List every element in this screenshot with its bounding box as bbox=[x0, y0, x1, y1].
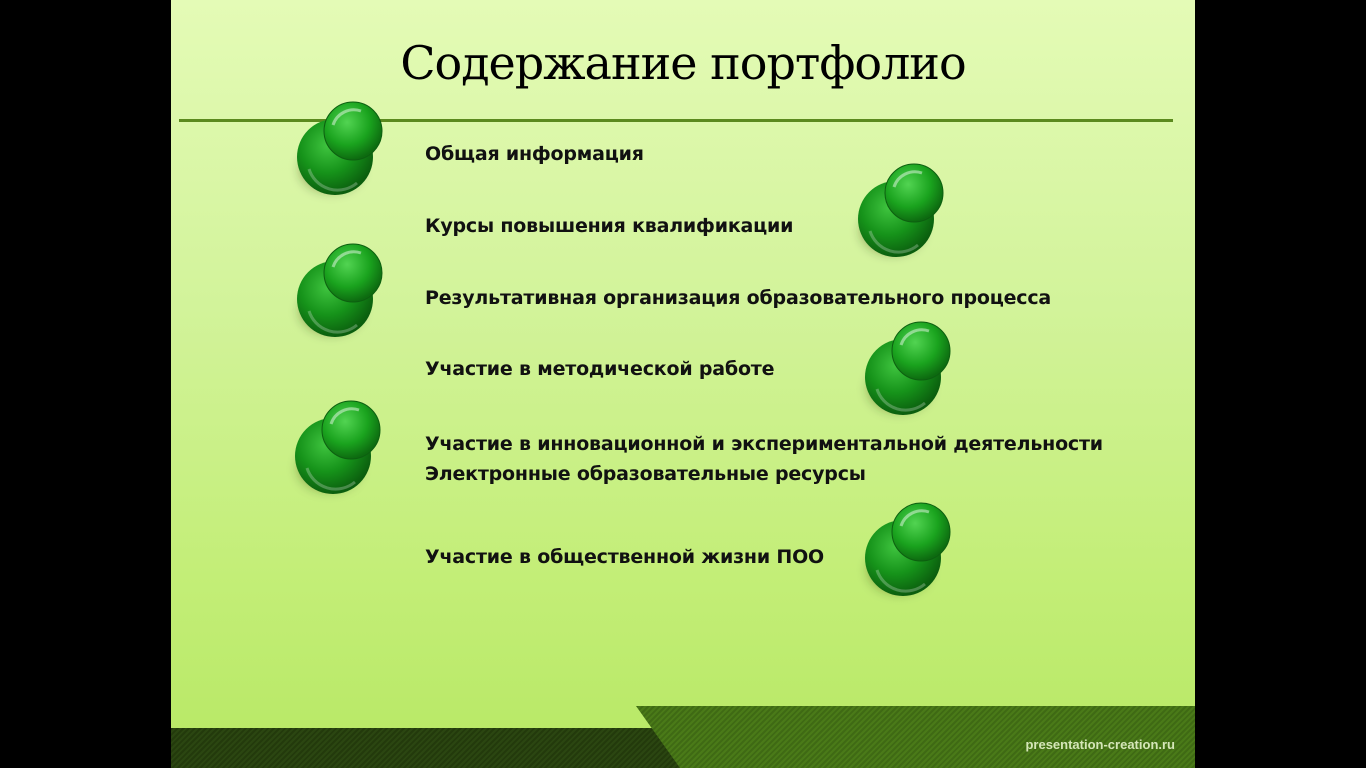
pushpin-icon bbox=[291, 97, 401, 207]
pushpin-icon bbox=[859, 317, 969, 427]
list-item: Курсы повышения квалификации bbox=[425, 215, 794, 237]
pushpin-icon bbox=[852, 159, 962, 269]
list-item: Результативная организация образовательного процесса bbox=[425, 287, 1052, 309]
list-item: Участие в общественной жизни ПОО bbox=[425, 546, 824, 568]
footer-band bbox=[171, 722, 1195, 768]
list-item: Участие в методической работе bbox=[425, 358, 775, 380]
slide-title: Содержание портфолио bbox=[400, 36, 966, 90]
pushpin-icon bbox=[289, 396, 399, 506]
footer-url: presentation-creation.ru bbox=[1025, 737, 1175, 752]
list-item: Общая информация bbox=[425, 143, 644, 165]
list-item: Электронные образовательные ресурсы bbox=[425, 463, 866, 485]
pushpin-icon bbox=[291, 239, 401, 349]
slide bbox=[171, 0, 1195, 768]
list-item: Участие в инновационной и экспериментальной деятельности bbox=[425, 433, 1103, 455]
pushpin-icon bbox=[859, 498, 969, 608]
